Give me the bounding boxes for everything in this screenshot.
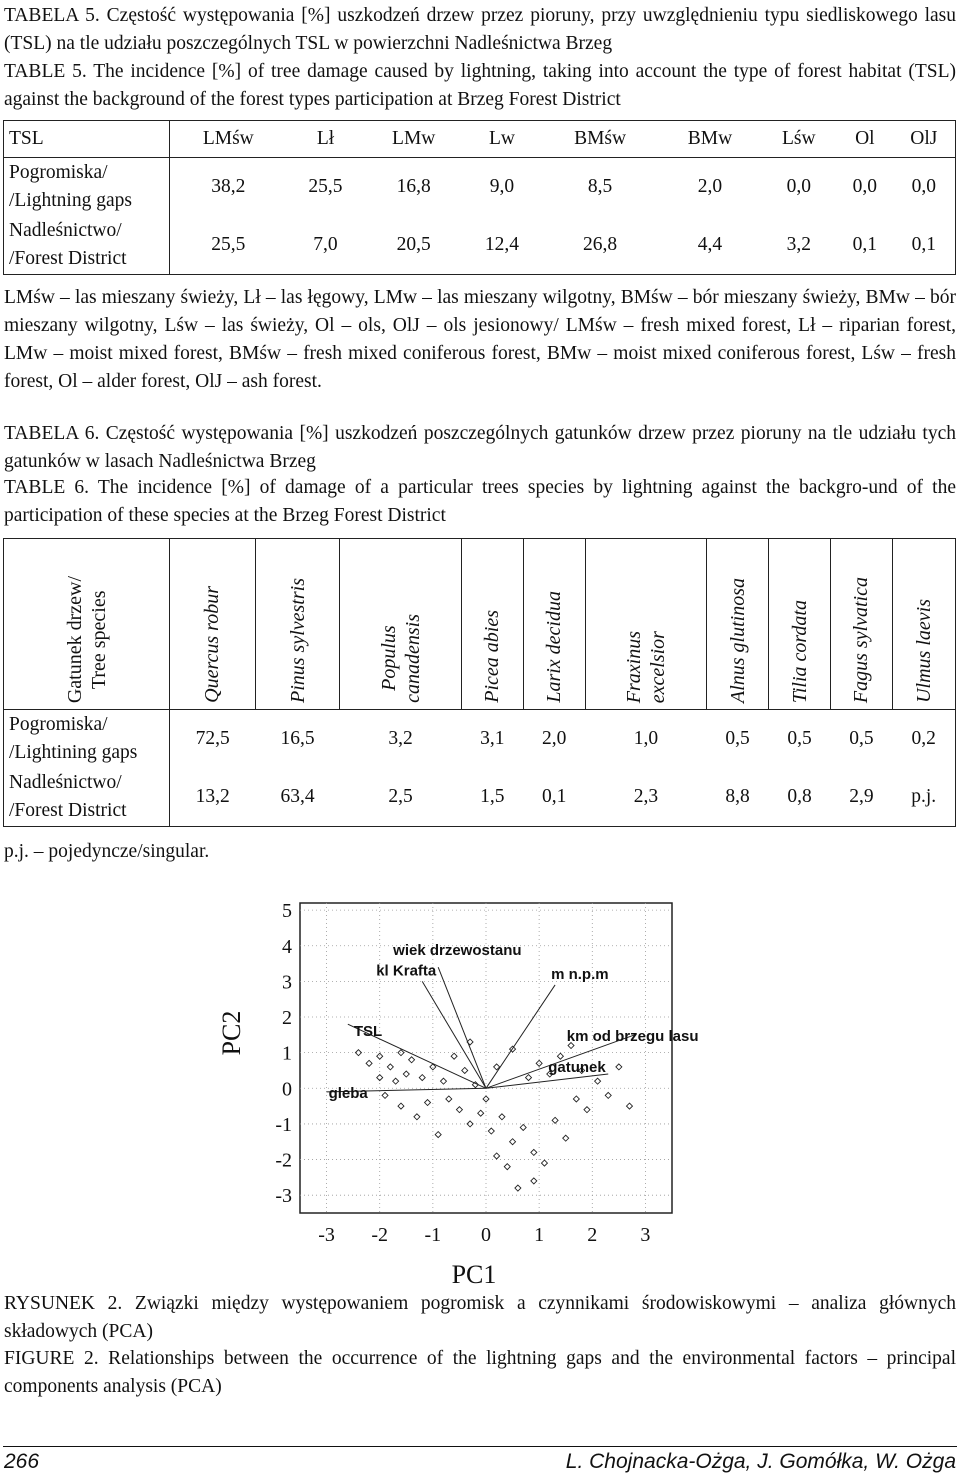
data-point — [488, 1128, 494, 1134]
table5-cell: 20,5 — [396, 234, 431, 255]
table6-cell: 0,5 — [849, 728, 874, 749]
data-point — [403, 1071, 409, 1077]
y-tick-label: 1 — [282, 1042, 292, 1065]
x-tick-label: -3 — [318, 1224, 335, 1246]
data-point — [440, 1078, 446, 1084]
table5-header-cell: BMw — [659, 121, 760, 158]
table5-header-cell: LMw — [364, 121, 463, 158]
x-tick-label: 0 — [481, 1224, 491, 1246]
loading-vector — [422, 981, 486, 1088]
loading-vector — [486, 985, 555, 1088]
table6-caption-en: TABLE 6. The incidence [%] of damage of a particular trees species by lightning against the backgro-und of the participation of these species at the Brzeg Forest District — [4, 477, 956, 526]
x-tick-label: 1 — [534, 1224, 545, 1246]
data-point — [398, 1103, 404, 1109]
loading-vector — [486, 1074, 608, 1088]
table6-species-header: Fraxinus excelsior — [585, 539, 706, 710]
table5-header-cell: Lw — [463, 121, 541, 158]
data-point — [382, 1092, 388, 1098]
table5-cell: 0,0 — [852, 176, 878, 197]
table6-species-header: Populus canadensis — [340, 539, 461, 710]
table-row — [4, 710, 956, 769]
table5-caption-en: TABLE 5. The incidence [%] of tree damage caused by lightning, taking into account the type of forest habitat (TSL) against the background of the forest types participation at Brzeg Forest District — [4, 61, 956, 110]
figure2-caption-pl: RYSUNEK 2. Związki między występowaniem pogromisk a czynnikami środowiskowymi – analiza głównych składowych (PCA) — [4, 1293, 956, 1342]
table5-header-cell: Lśw — [761, 121, 838, 158]
table6-cell: 16,5 — [280, 728, 315, 749]
y-tick-label: 3 — [282, 971, 292, 994]
table5-cell: 0,1 — [852, 234, 878, 255]
table6-cell: 13,2 — [195, 786, 230, 807]
table6-species-header: Tilia cordata — [769, 539, 831, 710]
table6-cell: 0,1 — [542, 786, 567, 807]
table6-cell: 72,5 — [195, 728, 230, 749]
table6-cell: 2,0 — [542, 728, 567, 749]
data-point — [626, 1103, 632, 1109]
y-tick-label: -1 — [275, 1113, 292, 1136]
data-point — [446, 1096, 452, 1102]
vector-label: m n.p.m — [551, 965, 609, 983]
data-point — [387, 1064, 393, 1070]
table5-header-cell: LMśw — [170, 121, 287, 158]
vector-label: kl Krafta — [376, 962, 437, 980]
data-point — [504, 1164, 510, 1170]
data-point — [531, 1178, 537, 1184]
data-point — [526, 1075, 532, 1081]
table6-cell: 3,1 — [480, 728, 505, 749]
table6-header-label: Gatunek drzew/ Tree species — [4, 539, 170, 710]
table6-cell: 1,0 — [633, 728, 659, 749]
x-tick-label: -1 — [424, 1224, 442, 1246]
x-axis-label: PC1 — [451, 1260, 497, 1289]
data-point — [435, 1132, 441, 1138]
y-axis-label: PC2 — [217, 1010, 246, 1056]
table5-header-cell: BMśw — [541, 121, 660, 158]
table5-header-cell: Ol — [837, 121, 893, 158]
table5-header-cell: TSL — [4, 121, 170, 158]
table5 — [3, 120, 956, 275]
data-point — [531, 1149, 537, 1155]
vector-label: TSL — [353, 1023, 383, 1041]
data-point — [515, 1185, 521, 1191]
table6-cell: p.j. — [911, 786, 937, 807]
table5-header-cell: Lł — [287, 121, 365, 158]
table6-cell: 2,9 — [849, 786, 874, 807]
running-authors: L. Chojnacka-Ożga, J. Gomółka, W. Ożga — [565, 1450, 956, 1473]
table5-cell: 0,1 — [911, 234, 936, 255]
table6-row-label: Nadleśnictwo/ /Forest District — [4, 768, 170, 827]
data-point — [616, 1064, 622, 1070]
table6-cell: 2,5 — [388, 786, 413, 807]
data-point — [510, 1139, 516, 1145]
table6-cell: 0,5 — [787, 728, 812, 749]
table5-cell: 25,5 — [211, 234, 246, 255]
table6-cell: 3,2 — [388, 728, 413, 749]
y-tick-label: 4 — [282, 935, 292, 958]
page-number: 266 — [4, 1450, 40, 1473]
table5-cell: 25,5 — [308, 176, 343, 197]
table5-cell: 12,4 — [484, 234, 520, 255]
y-tick-label: 2 — [282, 1007, 292, 1030]
table5-cell: 0,0 — [786, 176, 811, 197]
y-tick-label: 5 — [282, 900, 292, 923]
table6-note: p.j. – pojedyncze/singular. — [4, 841, 210, 862]
data-point — [409, 1057, 415, 1063]
x-tick-label: -2 — [371, 1224, 389, 1246]
table6-cell: 1,5 — [480, 786, 505, 807]
y-tick-label: -2 — [275, 1149, 292, 1172]
vector-label: gleba — [328, 1084, 368, 1102]
data-point — [456, 1107, 462, 1113]
data-point — [478, 1110, 484, 1116]
table6-species-header: Alnus glutinosa — [707, 539, 769, 710]
data-point — [520, 1124, 526, 1130]
data-point — [573, 1096, 579, 1102]
table6-cell: 0,2 — [911, 728, 936, 749]
table6-row-label: Pogromiska/ /Lightining gaps — [4, 710, 170, 769]
table-row — [4, 768, 956, 827]
data-point — [414, 1114, 420, 1120]
table6-header-row — [4, 539, 956, 710]
data-point — [393, 1078, 399, 1084]
table6-cell: 0,5 — [725, 728, 750, 749]
data-point — [605, 1092, 611, 1098]
y-tick-label: 0 — [282, 1078, 292, 1101]
table5-row-label: Nadleśnictwo/ /Forest District — [4, 216, 170, 275]
table5-row-label: Pogromiska/ /Lightning gaps — [4, 158, 170, 217]
data-point — [366, 1060, 372, 1066]
table6-species-header: Ulmus laevis — [892, 539, 955, 710]
table5-cell: 26,8 — [583, 234, 618, 255]
table5-header-cell: OlJ — [893, 121, 956, 158]
table5-cell: 8,5 — [587, 176, 613, 197]
table6-cell: 0,8 — [787, 786, 812, 807]
table6-species-header: Quercus robur — [170, 539, 256, 710]
table5-legend: LMśw – las mieszany świeży, Lł – las łęgowy, LMw – las mieszany wilgotny, BMśw – bór mieszany świeży, BMw – bór mieszany wilgotny, Lśw – las świeży, Ol – ols, OlJ – ols jesionowy/ LMśw – fresh mixed forest, Lł – riparian forest, LMw – moist mixed forest, BMśw – fresh mixed coniferous forest, BMw – moist mixed coniferous forest, Lśw – fresh forest, Ol – alder forest, OlJ – ash forest. — [4, 287, 956, 392]
table5-cell: 0,0 — [911, 176, 936, 197]
data-point — [494, 1153, 500, 1159]
table-row — [4, 158, 956, 217]
data-point — [584, 1107, 590, 1113]
data-point — [483, 1096, 489, 1102]
footer-rule — [3, 1446, 957, 1447]
table5-cell: 9,0 — [489, 176, 515, 197]
figure2-caption-en: FIGURE 2. Relationships between the occurrence of the lightning gaps and the environmental factors – principal components analysis (PCA) — [4, 1348, 956, 1397]
data-point — [499, 1114, 505, 1120]
vector-label: wiek drzewostanu — [393, 942, 522, 960]
table5-cell: 38,2 — [211, 176, 246, 197]
table6-caption-pl: TABELA 6. Częstość występowania [%] uszkodzeń poszczególnych gatunków drzew przez pioruny na tle udziału tych gatunków w lasach Nadleśnictwa Brzeg — [4, 423, 956, 472]
table6-cell: 63,4 — [280, 786, 315, 807]
y-tick-label: -3 — [275, 1185, 292, 1208]
table6-species-header: Larix decidua — [523, 539, 585, 710]
data-point — [462, 1067, 468, 1073]
x-tick-label: 3 — [640, 1224, 651, 1246]
vector-label: gatunek — [548, 1059, 606, 1077]
data-point — [541, 1160, 547, 1166]
table5-cell: 7,0 — [313, 234, 338, 255]
data-point — [451, 1053, 457, 1059]
table5-caption-pl: TABELA 5. Częstość występowania [%] uszkodzeń drzew przez pioruny, przy uwzględnieniu typu siedliskowego lasu (TSL) na tle udziału poszczególnych TSL w powierzchni Nadleśnictwa Brzeg — [4, 5, 956, 54]
table6-species-header: Pinus sylvestris — [255, 539, 340, 710]
table5-cell: 4,4 — [697, 234, 723, 255]
x-tick-label: 2 — [587, 1224, 598, 1246]
table-row — [4, 216, 956, 275]
table5-cell: 3,2 — [786, 234, 811, 255]
table6-cell: 2,3 — [633, 786, 659, 807]
table6-species-header: Picea abies — [461, 539, 523, 710]
pca-biplot — [210, 895, 699, 1290]
vector-label: km od brzegu lasu — [566, 1027, 699, 1045]
table5-header-row — [4, 121, 956, 158]
table5-cell: 16,8 — [396, 176, 431, 197]
table6 — [3, 538, 956, 827]
table6-cell: 8,8 — [725, 786, 750, 807]
data-point — [563, 1135, 569, 1141]
table6-species-header: Fagus sylvatica — [831, 539, 893, 710]
table5-cell: 2,0 — [697, 176, 723, 197]
data-point — [595, 1078, 601, 1084]
data-point — [425, 1100, 431, 1106]
data-point — [552, 1117, 558, 1123]
data-point — [377, 1053, 383, 1059]
data-point — [419, 1075, 425, 1081]
